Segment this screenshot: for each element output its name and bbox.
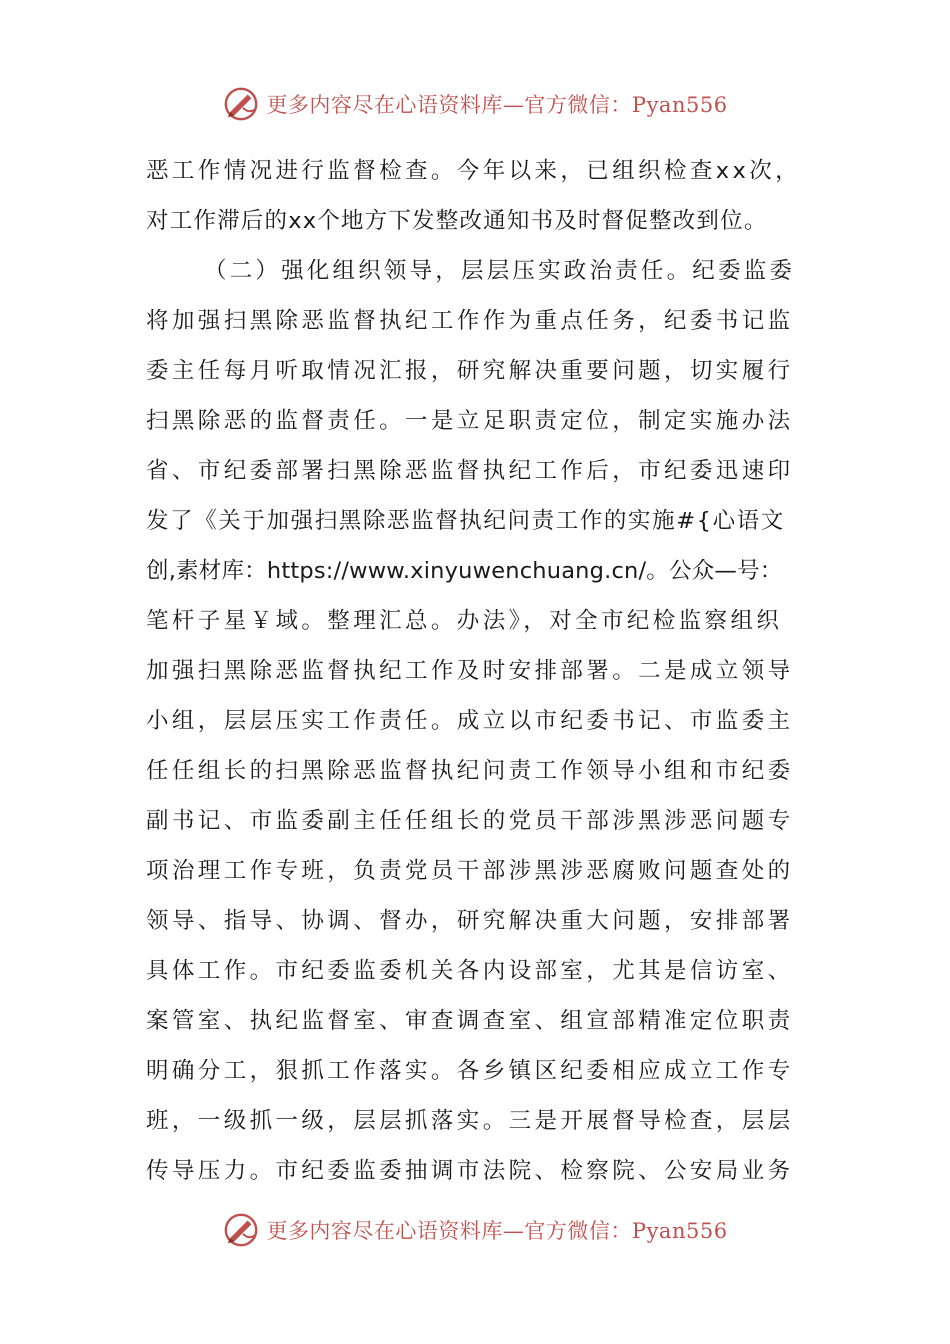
body-line: 创,素材库：https://www.xinyuwenchuang.cn/。公众—号：: [146, 558, 783, 584]
watermark-text: 更多内容尽在心语资料库—官方微信：Pyan556: [266, 1219, 728, 1243]
body-line: 委主任每月听取情况汇报，研究解决重要问题，切实履行: [146, 358, 794, 384]
body-line: 加强扫黑除恶监督执纪工作及时安排部署。二是成立领导: [146, 658, 794, 684]
body-line: 发了《关于加强扫黑除恶监督执纪问责工作的实施#{心语文: [146, 508, 785, 534]
body-line: 领导、指导、协调、督办，研究解决重大问题，安排部署: [146, 908, 794, 934]
body-line: 小组，层层压实工作责任。成立以市纪委书记、市监委主: [146, 708, 794, 734]
body-line: 恶工作情况进行监督检查。今年以来，已组织检查xx次，: [146, 158, 802, 184]
body-line: 笔杆子星￥域。整理汇总。办法》，对全市纪检监察组织: [146, 608, 783, 634]
body-line: 任任组长的扫黑除恶监督执纪问责工作领导小组和市纪委: [146, 758, 794, 784]
body-line: 副书记、市监委副主任任组长的党员干部涉黑涉恶问题专: [146, 808, 794, 834]
body-line: （二）强化组织领导，层层压实政治责任。纪委监委: [204, 258, 796, 284]
body-line: 明确分工，狠抓工作落实。各乡镇区纪委相应成立工作专: [146, 1058, 794, 1084]
footer-watermark: [0, 1208, 950, 1252]
pen-logo-icon: [222, 85, 260, 123]
body-line: 案管室、执纪监督室、审查调查室、组宣部精准定位职责: [146, 1008, 794, 1034]
body-line: 对工作滞后的xx个地方下发整改通知书及时督促整改到位。: [146, 208, 768, 234]
body-line: 班，一级抓一级，层层抓落实。三是开展督导检查，层层: [146, 1108, 794, 1134]
body-line: 省、市纪委部署扫黑除恶监督执纪工作后，市纪委迅速印: [146, 458, 794, 484]
document-body: [146, 146, 806, 1196]
body-line: 将加强扫黑除恶监督执纪工作作为重点任务，纪委书记监: [146, 308, 794, 334]
watermark-text: 更多内容尽在心语资料库—官方微信：Pyan556: [266, 93, 728, 117]
pen-logo-icon: [222, 1211, 260, 1249]
header-watermark: [0, 82, 950, 126]
body-line: 具体工作。市纪委监委机关各内设部室，尤其是信访室、: [146, 958, 794, 984]
body-line: 传导压力。市纪委监委抽调市法院、检察院、公安局业务: [146, 1158, 794, 1184]
body-line: 项治理工作专班，负责党员干部涉黑涉恶腐败问题查处的: [146, 858, 794, 884]
body-line: 扫黑除恶的监督责任。一是立足职责定位，制定实施办法: [146, 408, 794, 434]
